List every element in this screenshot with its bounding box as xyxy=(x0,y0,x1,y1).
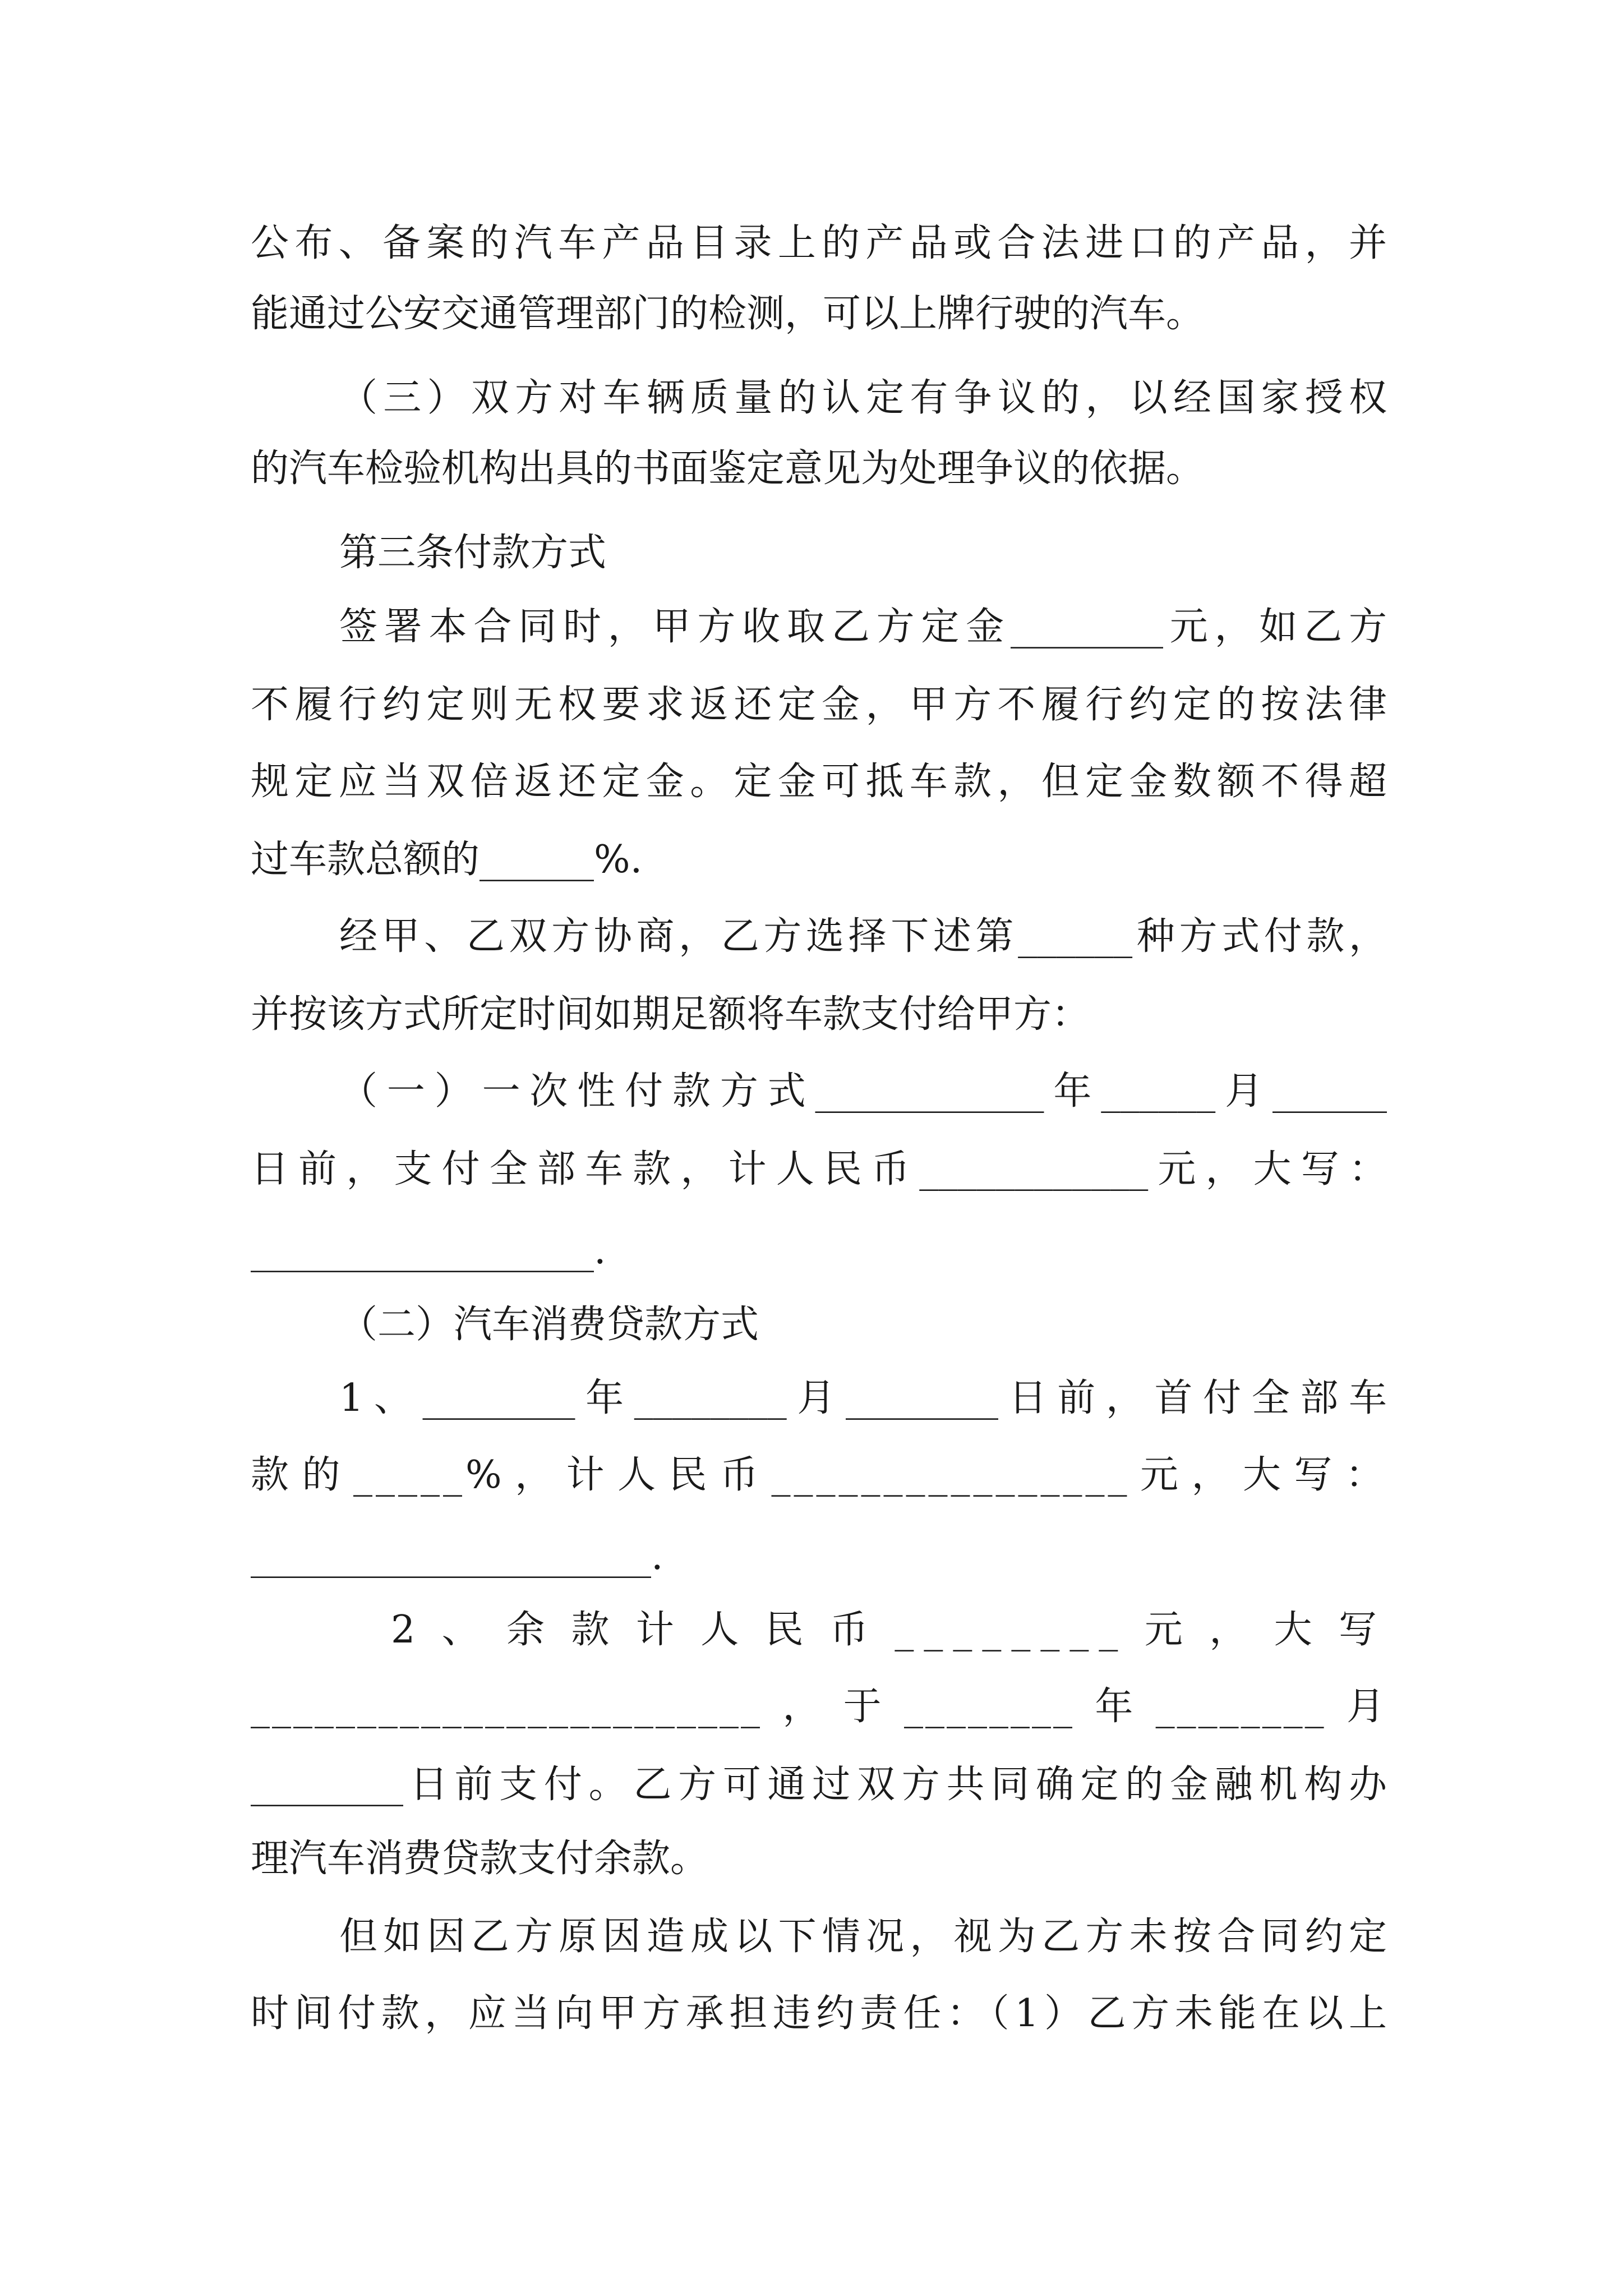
paragraph-line: 经甲、乙双方协商，乙方选择下述第______种方式付款， xyxy=(339,914,1387,959)
paragraph-line: 过车款总额的______%. xyxy=(251,838,643,882)
paragraph-line: ________________________，于________年________月 xyxy=(251,1685,1387,1729)
paragraph-line: 款的_____%，计人民币________________元，大写： xyxy=(251,1453,1387,1497)
paragraph-line: 2、余款计人民币________元，大写 xyxy=(391,1608,1387,1652)
subsection-heading: （二）汽车消费贷款方式 xyxy=(339,1303,759,1347)
paragraph-line: 1、________年________月________日前，首付全部车 xyxy=(339,1376,1387,1420)
paragraph-line: 公布、备案的汽车产品目录上的产品或合法进口的产品，并 xyxy=(251,221,1387,265)
paragraph-line: （三）双方对车辆质量的认定有争议的，以经国家授权 xyxy=(339,376,1387,420)
paragraph-line: （一）一次性付款方式____________年______月______ xyxy=(339,1069,1387,1114)
paragraph-line: 并按该方式所定时间如期足额将车款支付给甲方： xyxy=(251,992,1090,1037)
paragraph-line: 理汽车消费贷款支付余款。 xyxy=(251,1837,709,1881)
paragraph-line: 但如因乙方原因造成以下情况，视为乙方未按合同约定 xyxy=(339,1915,1387,1959)
paragraph-line: 规定应当双倍返还定金。定金可抵车款，但定金数额不得超 xyxy=(251,760,1387,804)
paragraph-line: ________日前支付。乙方可通过双方共同确定的金融机构办 xyxy=(251,1763,1387,1807)
blank-line: _____________________. xyxy=(251,1534,663,1579)
blank-line: __________________. xyxy=(251,1228,606,1273)
paragraph-line: 不履行约定则无权要求返还定金，甲方不履行约定的按法律 xyxy=(251,683,1387,727)
paragraph-line: 日前，支付全部车款，计人民币____________元，大写： xyxy=(251,1147,1387,1191)
section-heading: 第三条付款方式 xyxy=(339,531,607,575)
paragraph-line: 能通过公安交通管理部门的检测，可以上牌行驶的汽车。 xyxy=(251,292,1205,336)
paragraph-line: 时间付款，应当向甲方承担违约责任：（1）乙方未能在以上 xyxy=(251,1991,1387,2036)
paragraph-line: 的汽车检验机构出具的书面鉴定意见为处理争议的依据。 xyxy=(251,447,1205,491)
paragraph-line: 签署本合同时，甲方收取乙方定金________元，如乙方 xyxy=(339,605,1387,649)
